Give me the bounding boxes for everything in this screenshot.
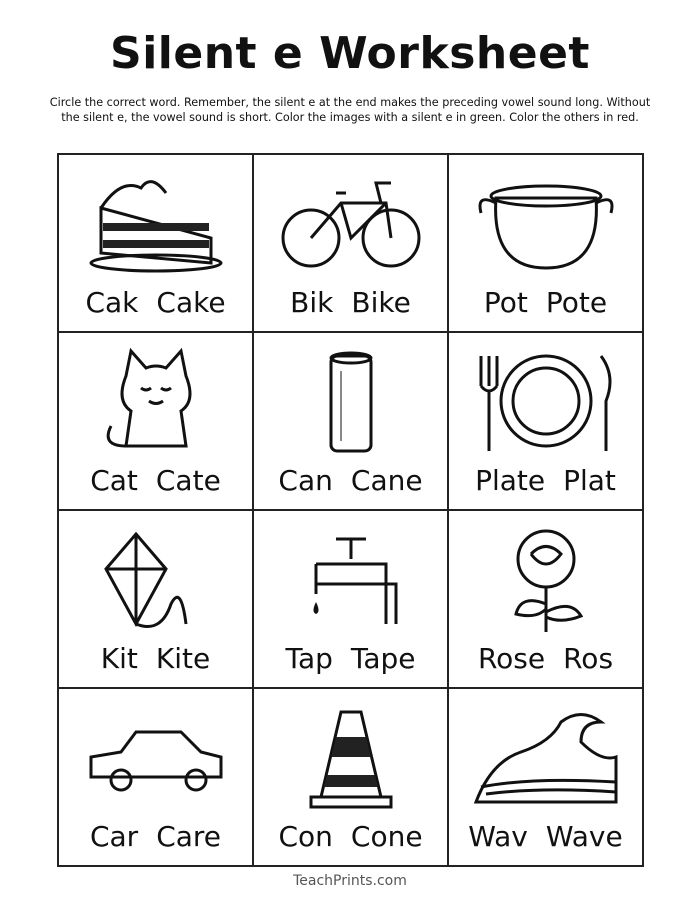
word-option[interactable]: Cake <box>156 286 226 319</box>
can-icon <box>254 343 447 458</box>
worksheet-cell-wave <box>448 688 643 866</box>
worksheet-cell-kite <box>58 510 253 688</box>
cake-icon <box>59 165 252 280</box>
worksheet-cell-tap <box>253 510 448 688</box>
word-option[interactable]: Wave <box>545 820 623 853</box>
worksheet-cell-bike <box>253 154 448 332</box>
word-option[interactable]: Con <box>278 820 333 853</box>
wave-icon <box>449 699 642 814</box>
word-option[interactable]: Cane <box>350 464 423 497</box>
word-choices <box>254 286 447 319</box>
word-option[interactable]: Can <box>278 464 333 497</box>
bike-icon <box>254 165 447 280</box>
word-option[interactable]: Tape <box>350 642 416 675</box>
worksheet-grid <box>57 153 644 867</box>
word-option[interactable]: Kite <box>155 642 211 675</box>
worksheet-cell-cake <box>58 154 253 332</box>
cat-icon <box>59 343 252 458</box>
word-option[interactable]: Kit <box>100 642 138 675</box>
word-choices <box>254 464 447 497</box>
word-choices <box>449 286 642 319</box>
word-choices <box>449 464 642 497</box>
word-choices <box>59 820 252 853</box>
word-choices <box>59 464 252 497</box>
word-option[interactable]: Cone <box>350 820 423 853</box>
worksheet-cell-pot <box>448 154 643 332</box>
word-option[interactable]: Ros <box>563 642 614 675</box>
worksheet-cell-can <box>253 332 448 510</box>
tap-icon <box>254 521 447 636</box>
word-option[interactable]: Bik <box>290 286 334 319</box>
word-choices <box>449 642 642 675</box>
word-option[interactable]: Plat <box>563 464 616 497</box>
word-option[interactable]: Pot <box>483 286 528 319</box>
word-option[interactable]: Rose <box>477 642 546 675</box>
word-option[interactable]: Cak <box>85 286 139 319</box>
word-option[interactable]: Cat <box>90 464 138 497</box>
cone-icon <box>254 699 447 814</box>
car-icon <box>59 699 252 814</box>
worksheet-cell-plate <box>448 332 643 510</box>
word-option[interactable]: Tap <box>285 642 333 675</box>
worksheet-cell-car <box>58 688 253 866</box>
worksheet-cell-rose <box>448 510 643 688</box>
word-option[interactable]: Cate <box>155 464 221 497</box>
plate-icon <box>449 343 642 458</box>
word-option[interactable]: Pote <box>545 286 608 319</box>
kite-icon <box>59 521 252 636</box>
word-option[interactable]: Bike <box>351 286 411 319</box>
instructions: Circle the correct word. Remember, the silent e at the end makes the preceding vowel sound long. Without the silent e, the vowel sound is short. Color the images with a silent e in green. Color the others in red. <box>49 96 651 124</box>
word-choices <box>59 642 252 675</box>
word-option[interactable]: Plate <box>475 464 546 497</box>
rose-icon <box>449 521 642 636</box>
footer-brand: TeachPrints.com <box>293 873 407 889</box>
page-title: Silent e Worksheet <box>110 28 590 79</box>
word-choices <box>59 286 252 319</box>
pot-icon <box>449 165 642 280</box>
worksheet-cell-cone <box>253 688 448 866</box>
word-option[interactable]: Car <box>89 820 139 853</box>
word-choices <box>254 820 447 853</box>
word-option[interactable]: Care <box>156 820 222 853</box>
word-option[interactable]: Wav <box>468 820 528 853</box>
word-choices <box>449 820 642 853</box>
word-choices <box>254 642 447 675</box>
worksheet-cell-cat <box>58 332 253 510</box>
